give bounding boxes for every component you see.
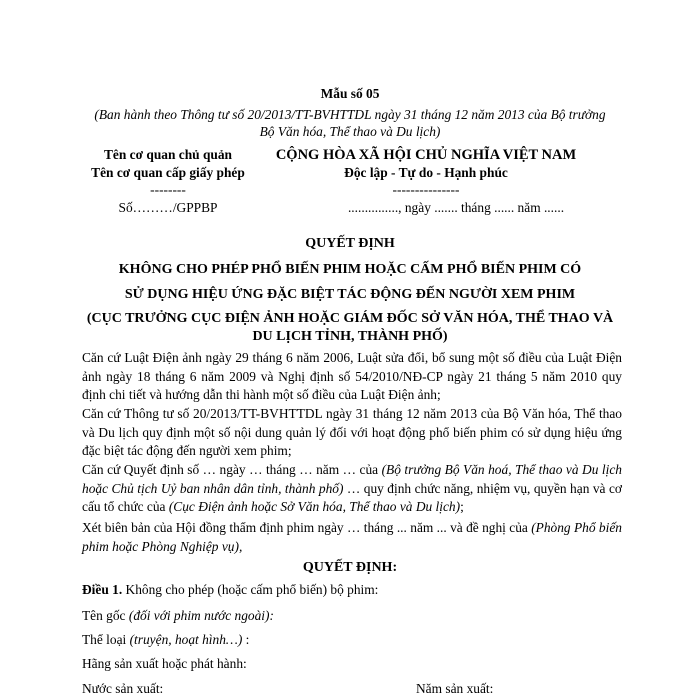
year-field: Năm sản xuất: bbox=[416, 681, 494, 696]
basis-paragraph-4: Xét biên bản của Hội đồng thẩm định phim ngày … tháng ... năm ... và đề nghị của (Phòng Phổ biến phim hoặc Phòng Nghiệp vụ), bbox=[82, 520, 622, 554]
decision-title: QUYẾT ĐỊNH bbox=[305, 236, 395, 251]
title-line-4: DU LỊCH TỈNH, THÀNH PHỐ) bbox=[252, 329, 448, 344]
basis-paragraph-3: Căn cứ Quyết định số … ngày … tháng … năm … của (Bộ trưởng Bộ Văn hoá, Thể thao và Du lịch hoặc Chủ tịch Uỷ ban nhân dân tỉnh, thành phố) … quy định chức năng, nhiệm vụ, quyền hạn và cơ cấu tổ chức của (Cục Điện ảnh hoặc Sở Văn hóa, Thể thao và Du lịch); bbox=[82, 462, 622, 514]
title-line-2: SỬ DỤNG HIỆU ỨNG ĐẶC BIỆT TÁC ĐỘNG ĐẾN NGƯỜI XEM PHIM bbox=[124, 287, 576, 302]
original-title-field: Tên gốc (đối với phim nước ngoài): bbox=[82, 608, 274, 623]
form-number: Mẫu số 05 bbox=[320, 86, 380, 101]
agency-parent: Tên cơ quan chủ quản bbox=[104, 147, 232, 162]
issued-by-note-line2: Bộ Văn hóa, Thể thao và Du lịch) bbox=[259, 124, 441, 139]
motto-divider: --------------- bbox=[392, 182, 460, 197]
republic-name: CỘNG HÒA XÃ HỘI CHỦ NGHĨA VIỆT NAM bbox=[275, 147, 577, 163]
national-motto: Độc lập - Tự do - Hạnh phúc bbox=[344, 165, 508, 180]
producer-field: Hãng sản xuất hoặc phát hành: bbox=[82, 656, 247, 671]
basis-paragraph-2: Căn cứ Thông tư số 20/2013/TT-BVHTTDL ngày 31 tháng 12 năm 2013 của Bộ Văn hóa, Thể thao và Du lịch quy định một số nội dung quản lý đối với hoạt động phổ biến phim có sử dụng hiệu ứng đặc biệt tác động đến người xem phim; bbox=[82, 406, 622, 458]
basis-paragraph-1: Căn cứ Luật Điện ảnh ngày 29 tháng 6 năm 2006, Luật sửa đổi, bổ sung một số điều của Luật Điện ảnh ngày 18 tháng 6 năm 2009 và Nghị định số 54/2010/NĐ-CP ngày 21 tháng 5 năm 2010 quy định chi tiết và hướng dẫn thi hành một số điều của Luật Điện ảnh; bbox=[82, 350, 622, 402]
title-line-3: (CỤC TRƯỞNG CỤC ĐIỆN ẢNH HOẶC GIÁM ĐỐC SỞ VĂN HÓA, THỂ THAO VÀ bbox=[86, 311, 614, 326]
genre-field: Thể loại (truyện, hoạt hình…) : bbox=[82, 632, 250, 647]
country-field: Nước sản xuất: bbox=[82, 681, 164, 696]
decision-heading: QUYẾT ĐỊNH: bbox=[302, 560, 398, 575]
place-date: ..............., ngày ....... tháng ...... năm ...... bbox=[347, 200, 565, 215]
agency-divider: -------- bbox=[150, 182, 186, 197]
issued-by-note-line1: (Ban hành theo Thông tư số 20/2013/TT-BVHTTDL ngày 31 tháng 12 năm 2013 của Bộ trưởng bbox=[94, 107, 606, 122]
title-line-1: KHÔNG CHO PHÉP PHỔ BIẾN PHIM HOẶC CẤM PHỔ BIẾN PHIM CÓ bbox=[118, 262, 582, 277]
agency-issuer: Tên cơ quan cấp giấy phép bbox=[91, 165, 245, 180]
article-1: Điều 1. Không cho phép (hoặc cấm phổ biến) bộ phim: bbox=[82, 582, 379, 597]
document-number: Số………/GPPBP bbox=[118, 200, 218, 215]
